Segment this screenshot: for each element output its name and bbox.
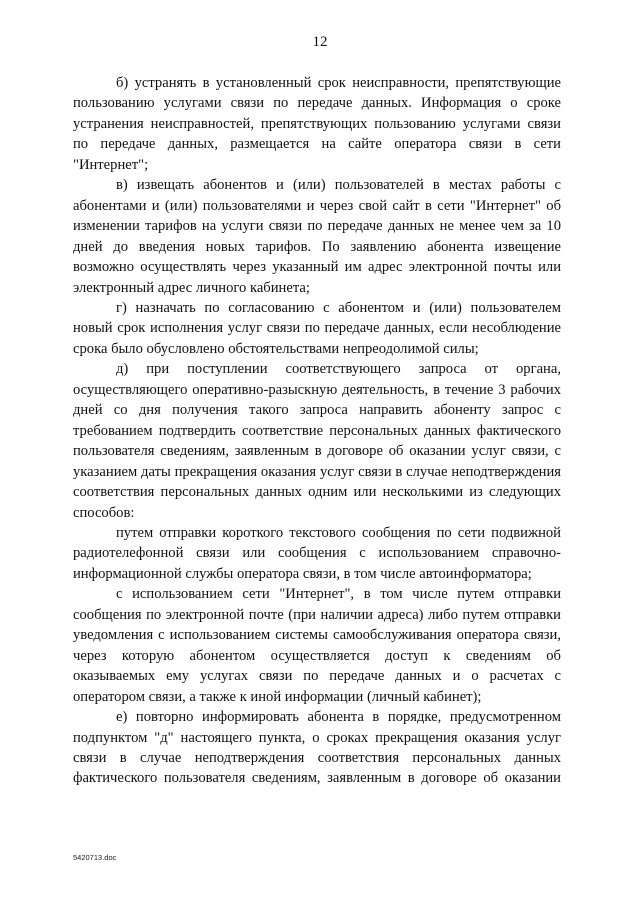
paragraph-b: б) устранять в установленный срок неисправности, препятствующие пользованию услугами связи по передаче данных. Информация о сроке устранения неисправностей, препятствующих пользованию услугами связи по передаче данных, размещается на сайте оператора связи в сети "Интернет"; (73, 75, 561, 173)
document-body (73, 73, 561, 789)
paragraph-d-method-internet: с использованием сети "Интернет", в том числе путем отправки сообщения по электронной почте (при наличии адреса) либо путем отправки уведомления с использованием системы самообслуживания оператора связи, через которую абонентом осуществляется доступ к сведениям об оказываемых ему услугах связи по передаче данных и о расчетах с оператором связи, а также к иной информации (личный кабинет); (73, 586, 561, 705)
paragraph-d-method-sms: путем отправки короткого текстового сообщения по сети подвижной радиотелефонной связи или сообщения с использованием справочно-информационной службы оператора связи, в том числе автоинформатора; (73, 524, 561, 582)
page-number: 12 (312, 34, 328, 50)
paragraph-e: е) повторно информировать абонента в порядке, предусмотренном подпунктом "д" настоящего пункта, о сроках прекращения оказания услуг связи в случае неподтверждения соответствия персональных данных фактического пользователя сведениям, заявленным в договоре об оказании (73, 709, 561, 787)
footer-doc-code: 5420713.doc (73, 853, 117, 862)
paragraph-g: г) назначать по согласованию с абонентом и (или) пользователем новый срок исполнения услуг связи по передаче данных, если несоблюдение срока было обусловлено обстоятельствами непреодолимой силы; (73, 299, 561, 357)
paragraph-v: в) извещать абонентов и (или) пользователей в местах работы с абонентами и (или) пользователями и через свой сайт в сети "Интернет" об изменении тарифов на услуги связи по передаче данных не менее чем за 10 дней до введения новых тарифов. По заявлению абонента извещение возможно осуществлять через указанный им адрес электронной почты или электронный адрес личного кабинета; (73, 177, 561, 296)
paragraph-d: д) при поступлении соответствующего запроса от органа, осуществляющего оперативно-разыскную деятельность, в течение 3 рабочих дней со дня получения такого запроса направить абоненту запрос с требованием подтвердить соответствие персональных данных фактического пользователя сведениям, заявленным в договоре об оказании услуг связи, с указанием даты прекращения оказания услуг связи в случае неподтверждения соответствия персональных данных одним или несколькими из следующих способов: (73, 361, 561, 521)
